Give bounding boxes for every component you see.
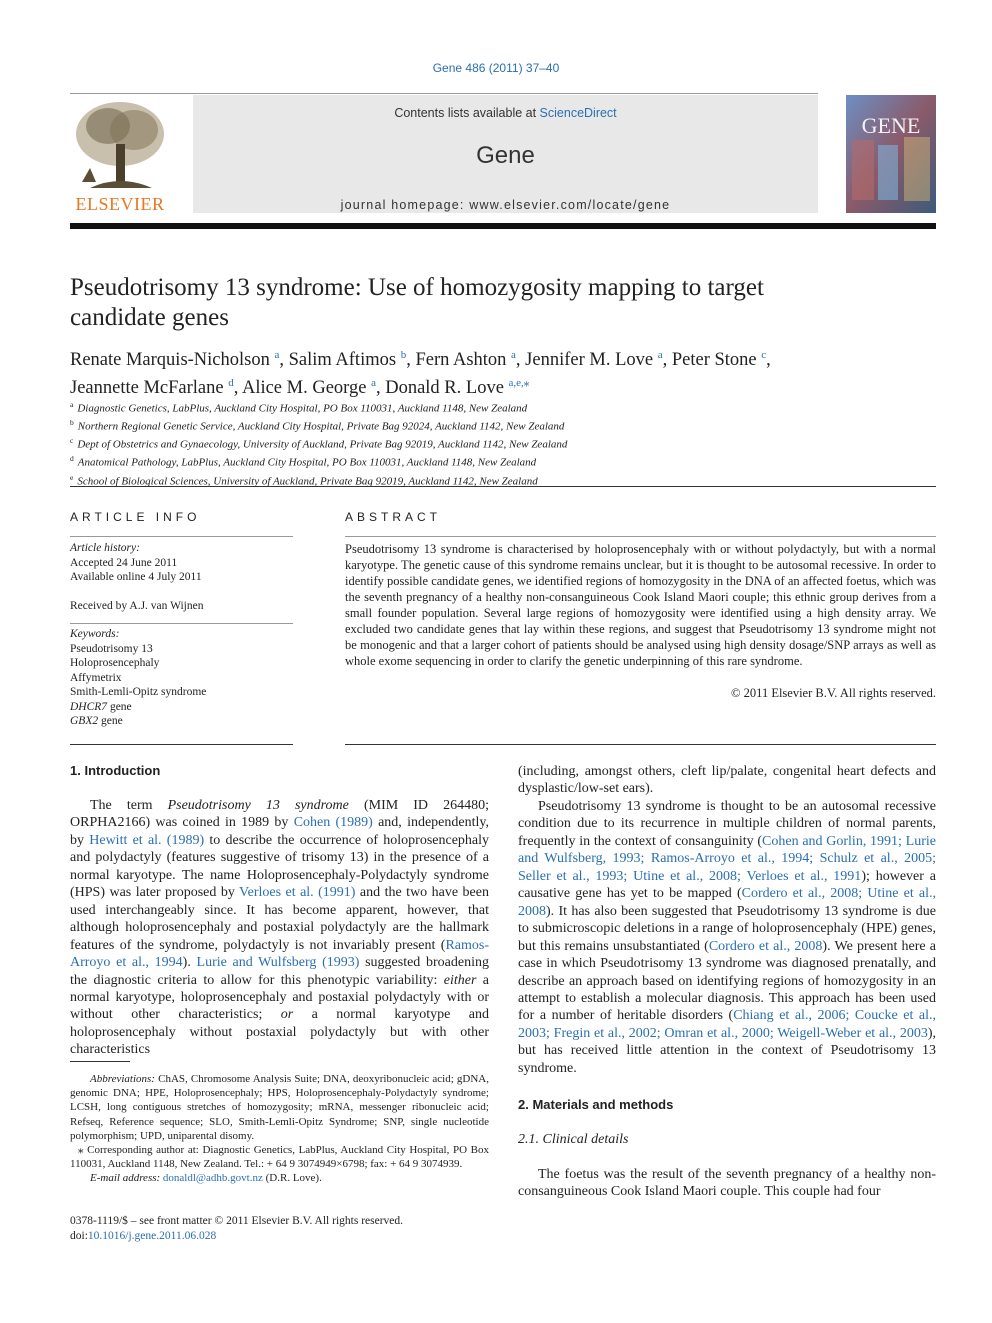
affiliation: $^c$ Dept of Obstetrics and Gynaecology, University of Auckland, Private Bag 92019, Auckland 1142, New Zealand bbox=[70, 436, 568, 451]
footnote-rule bbox=[70, 1061, 130, 1062]
author-list: Renate Marquis-Nicholson $^a$, Salim Aftimos $^b$, Fern Ashton $^a$, Jennifer M. Love $^a$, Peter Stone $^c$, Jeannette McFarlane $^d$, Alice M. George $^a$, Donald R. Love $^{a,e,⁎}$ bbox=[70, 349, 771, 399]
section-heading-methods: 2. Materials and methods bbox=[518, 1097, 674, 1112]
keyword: GBX2 gene bbox=[70, 715, 123, 727]
article-title: Pseudotrisomy 13 syndrome: Use of homozygosity mapping to target candidate genes bbox=[70, 274, 764, 331]
divider bbox=[70, 486, 936, 487]
doi-link[interactable]: 10.1016/j.gene.2011.06.028 bbox=[87, 1229, 217, 1242]
divider bbox=[70, 536, 293, 537]
article-info-heading: ARTICLE INFO bbox=[70, 510, 201, 524]
emphasis: or bbox=[280, 1007, 294, 1023]
email-label: E-mail address: bbox=[90, 1172, 161, 1185]
affiliation: $^a$ Diagnostic Genetics, LabPlus, Auckland City Hospital, PO Box 110031, Auckland 1148, New Zealand bbox=[70, 400, 528, 415]
abstract-heading: ABSTRACT bbox=[345, 510, 442, 524]
citation-link[interactable]: Cohen (1989) bbox=[293, 815, 373, 831]
author-affiliation-marker[interactable]: b bbox=[400, 349, 407, 361]
gene-cover-image bbox=[846, 95, 936, 213]
author-affiliation-marker[interactable]: a bbox=[657, 349, 663, 361]
sciencedirect-link[interactable]: ScienceDirect bbox=[539, 106, 617, 120]
subsection-heading-clinical: 2.1. Clinical details bbox=[518, 1132, 629, 1147]
author-affiliation-marker[interactable]: a bbox=[511, 349, 516, 361]
cover-title: GENE bbox=[861, 113, 921, 138]
emphasis: Pseudotrisomy 13 syndrome bbox=[167, 798, 349, 813]
keywords-label: Keywords: bbox=[70, 628, 120, 640]
received-by: Received by A.J. van Wijnen bbox=[70, 599, 204, 612]
contents-line bbox=[193, 106, 818, 120]
keyword: Pseudotrisomy 13 bbox=[70, 642, 153, 655]
author-name: Jeannette McFarlane $^d$ bbox=[70, 377, 234, 399]
emphasis: either bbox=[443, 972, 477, 988]
keyword: Holoprosencephaly bbox=[70, 657, 160, 669]
author-name: Salim Aftimos $^b$ bbox=[288, 349, 407, 371]
author-affiliation-marker[interactable]: a,e,⁎ bbox=[508, 377, 530, 390]
front-matter: 0378-1119/$ – see front matter © 2011 Elsevier B.V. All rights reserved. doi:10.1016/j.gene.2011.06.028 bbox=[70, 1214, 490, 1243]
journal-homepage[interactable]: journal homepage: www.elsevier.com/locate/gene bbox=[340, 198, 671, 212]
keyword: DHCR7 gene bbox=[70, 700, 132, 713]
affiliation: $^e$ School of Biological Sciences, University of Auckland, Private Bag 92019, Auckland 1142, New Zealand bbox=[70, 472, 538, 488]
keyword: Affymetrix bbox=[70, 671, 122, 684]
keyword: Smith-Lemli-Opitz syndrome bbox=[70, 686, 207, 698]
online-date: Available online 4 July 2011 bbox=[70, 571, 202, 583]
keywords-block bbox=[70, 627, 293, 729]
header-thick-rule bbox=[70, 223, 936, 229]
intro-paragraph-1-continued: (including, amongst others, cleft lip/palate, congenital heart defects and dysplastic/low-set ears). bbox=[518, 764, 936, 797]
abbrev-text: ChAS, Chromosome Analysis Suite; DNA, deoxyribonucleic acid; gDNA, genomic DNA; HPE, Holoprosencephaly; HPS, Holoprosencephaly-Polydactyly syndrome; LCSH, long contiguous stretches of homozygosity; mRNA, messenger ribonucleic acid; Refseq, Reference sequence; SLO, Smith-Lemli-Opitz Syndrome; SNP, single nucleotide polymorphism; UPD, uniparental disomy. bbox=[70, 1073, 489, 1142]
citation-link[interactable]: Cordero et al., 2008 bbox=[708, 938, 823, 954]
elsevier-wordmark: ELSEVIER bbox=[75, 194, 165, 214]
citation-link[interactable]: Verloes et al. (1991) bbox=[239, 885, 356, 901]
abstract-text: Pseudotrisomy 13 syndrome is characterised by holoprosencephaly with or without polydactyly, but with a normal karyotype. The genetic cause of this syndrome remains unclear, but it is thought to be autosomal recessive. In order to identify possible candidate genes, we identified regions of homozygosity in the DNA of an affected foetus, which was the seventh pregnancy of a healthy non-consanguineous Cook Island Maori couple; this ethnic group derives from a small founder population. Several large regions of homozygosity were identified using a high density array. We excluded two candidate genes that lay within these regions, and suggest that Pseudotrisomy 13 syndrome might not be monogenic and that a larger cohort of patients should be analysed using high density dosage/SNP arrays as well as whole exome sequencing in order to clarify the genetic underpinning of this rare syndrome. bbox=[345, 542, 936, 668]
journal-name: Gene bbox=[476, 142, 535, 169]
citation-link[interactable]: Ramos-Arroyo et al., 1994 bbox=[70, 937, 489, 971]
author-affiliation-marker[interactable]: a bbox=[371, 377, 376, 390]
clinical-paragraph: The foetus was the result of the seventh pregnancy of a healthy non-consanguineous Cook Island Maori couple. This couple had four bbox=[518, 1167, 936, 1200]
article-history bbox=[70, 541, 293, 613]
author-name: Jennifer M. Love $^a$ bbox=[525, 349, 663, 371]
citation-link[interactable]: Hewitt et al. (1989) bbox=[89, 832, 205, 848]
header-top-rule bbox=[70, 93, 818, 94]
abbrev-label: Abbreviations: bbox=[90, 1073, 155, 1085]
intro-paragraph-2: Pseudotrisomy 13 syndrome is thought to be an autosomal recessive condition due to its recurrence in multiple children of normal parents, frequently in the context of consanguinity (Cohen and Gorlin, 1991; Lurie and Wulfsberg, 1993; Ramos-Arroyo et al., 1994; Schulz et al., 2005; Seller et al., 1993; Utine et al., 2008; Verloes et al., 1991); however a causative gene has yet to be mapped (Cordero et al., 2008; Utine et al., 2008). It has also been suggested that Pseudotrisomy 13 syndrome is due to submicroscopic deletions in a range of holoprosencephaly (HPE) genes, but this remains unsubstantiated (Cordero et al., 2008). We present here a case in which Pseudotrisomy 13 syndrome was diagnosed prenatally, and describe an approach based on identifying regions of homozygosity in an attempt to establish a molecular diagnosis. This approach has been used for a number of heritable disorders (Chiang et al., 2006; Coucke et al., 2003; Fregin et al., 2002; Omran et al., 2000; Weigell-Weber et al., 2003), but has received little attention in the context of Pseudotrisomy 13 syndrome. bbox=[518, 799, 936, 1076]
affiliation: $^d$ Anatomical Pathology, LabPlus, Auckland City Hospital, PO Box 110031, Auckland 1148, New Zealand bbox=[70, 454, 537, 470]
citation-link[interactable]: Cohen and Gorlin, 1991; Lurie and Wulfsberg, 1993; Ramos-Arroyo et al., 1994; Schulz et al., 2005; Seller et al., 1993; Utine et al., 2008; Verloes et al., 1991 bbox=[518, 833, 936, 884]
divider bbox=[70, 744, 293, 745]
author-name: Fern Ashton $^a$ bbox=[415, 349, 516, 371]
author-affiliation-marker[interactable]: c bbox=[761, 349, 767, 361]
author-name: Donald R. Love $^{a,e,⁎}$ bbox=[385, 377, 530, 399]
intro-paragraph-1: The term Pseudotrisomy 13 syndrome (MIM ID 264480; ORPHA2166) was coined in 1989 by Cohen (1989) and, independently, by Hewitt et al. (1989) to describe the occurrence of holoprosencephaly and polydactyly (features suggestive of trisomy 13) in the presence of a normal karyotype. The name Holoprosencephaly-Polydactyly syndrome (HPS) was later proposed by Verloes et al. (1991) and the two have been used interchangeably since. It has become apparent, however, that although holoprosencephaly and postaxial polydactyly are the hallmark features of the syndrome, polydactyly is not invariably present (Ramos-Arroyo et al., 1994). Lurie and Wulfsberg (1993) suggested broadening the diagnostic criteria to allow for this phenotypic variability: either a normal karyotype, holoprosencephaly and postaxial polydactyly with or without other characteristics; or a normal karyotype and holoprosencephaly without postaxial polydactyly but with other characteristics bbox=[70, 798, 490, 1058]
divider bbox=[345, 744, 936, 745]
author-name: Peter Stone $^c$ bbox=[671, 349, 767, 371]
divider bbox=[345, 536, 936, 537]
author-affiliation-marker[interactable]: a bbox=[274, 349, 280, 361]
email-link[interactable]: donaldl@adhb.govt.nz bbox=[162, 1172, 263, 1185]
author-affiliation-marker[interactable]: d bbox=[228, 377, 234, 390]
footnotes: Abbreviations: ChAS, Chromosome Analysis Suite; DNA, deoxyribonucleic acid; gDNA, genomic DNA; HPE, Holoprosencephaly; HPS, Holoprosencephaly-Polydactyly syndrome; LCSH, long contiguous stretches of homozygosity; mRNA, messenger ribonucleic acid; Refseq, Reference sequence; SLO, Smith-Lemli-Opitz Syndrome; SNP, single nucleotide polymorphism; UPD, uniparental disomy. ⁎ Corresponding author at: Diagnostic Genetics, LabPlus, Auckland City Hospital, PO Box 110031, Auckland 1148, New Zealand. Tel.: + 64 9 3074949×6798; fax: + 64 9 3074939. E-mail address: donaldl@adhb.govt.nz (D.R. Love). bbox=[70, 1073, 489, 1185]
section-heading-introduction: 1. Introduction bbox=[70, 763, 161, 778]
citation-link[interactable]: Lurie and Wulfsberg (1993) bbox=[196, 955, 360, 971]
issn-line: 0378-1119/$ – see front matter © 2011 Elsevier B.V. All rights reserved. bbox=[70, 1215, 404, 1227]
contents-prefix: Contents lists available at bbox=[394, 106, 540, 120]
accepted-date: Accepted 24 June 2011 bbox=[70, 556, 178, 569]
citation-link[interactable]: Cordero et al., 2008; Utine et al., 2008 bbox=[518, 886, 936, 919]
citation-link[interactable]: Chiang et al., 2006; Coucke et al., 2003; Fregin et al., 2002; Omran et al., 2000; Weigell-Weber et al., 2003 bbox=[518, 1008, 936, 1041]
affiliation: $^b$ Northern Regional Genetic Service, Auckland City Hospital, Private Bag 92024, Auckland 1142, New Zealand bbox=[70, 418, 565, 433]
author-name: Renate Marquis-Nicholson $^a$ bbox=[70, 349, 280, 371]
affiliation-list bbox=[70, 398, 930, 489]
divider bbox=[70, 623, 293, 624]
author-name: Alice M. George $^a$ bbox=[241, 377, 376, 399]
journal-citation[interactable]: Gene 486 (2011) 37–40 bbox=[432, 61, 560, 75]
history-label: Article history: bbox=[70, 542, 140, 554]
copyright: © 2011 Elsevier B.V. All rights reserved. bbox=[731, 686, 936, 700]
corresponding-author: ⁎ Corresponding author at: Diagnostic Genetics, LabPlus, Auckland City Hospital, PO Box 110031, Auckland 1148, New Zealand. Tel.: + 64 9 3074949×6798; fax: + 64 9 3074939. bbox=[70, 1144, 489, 1171]
